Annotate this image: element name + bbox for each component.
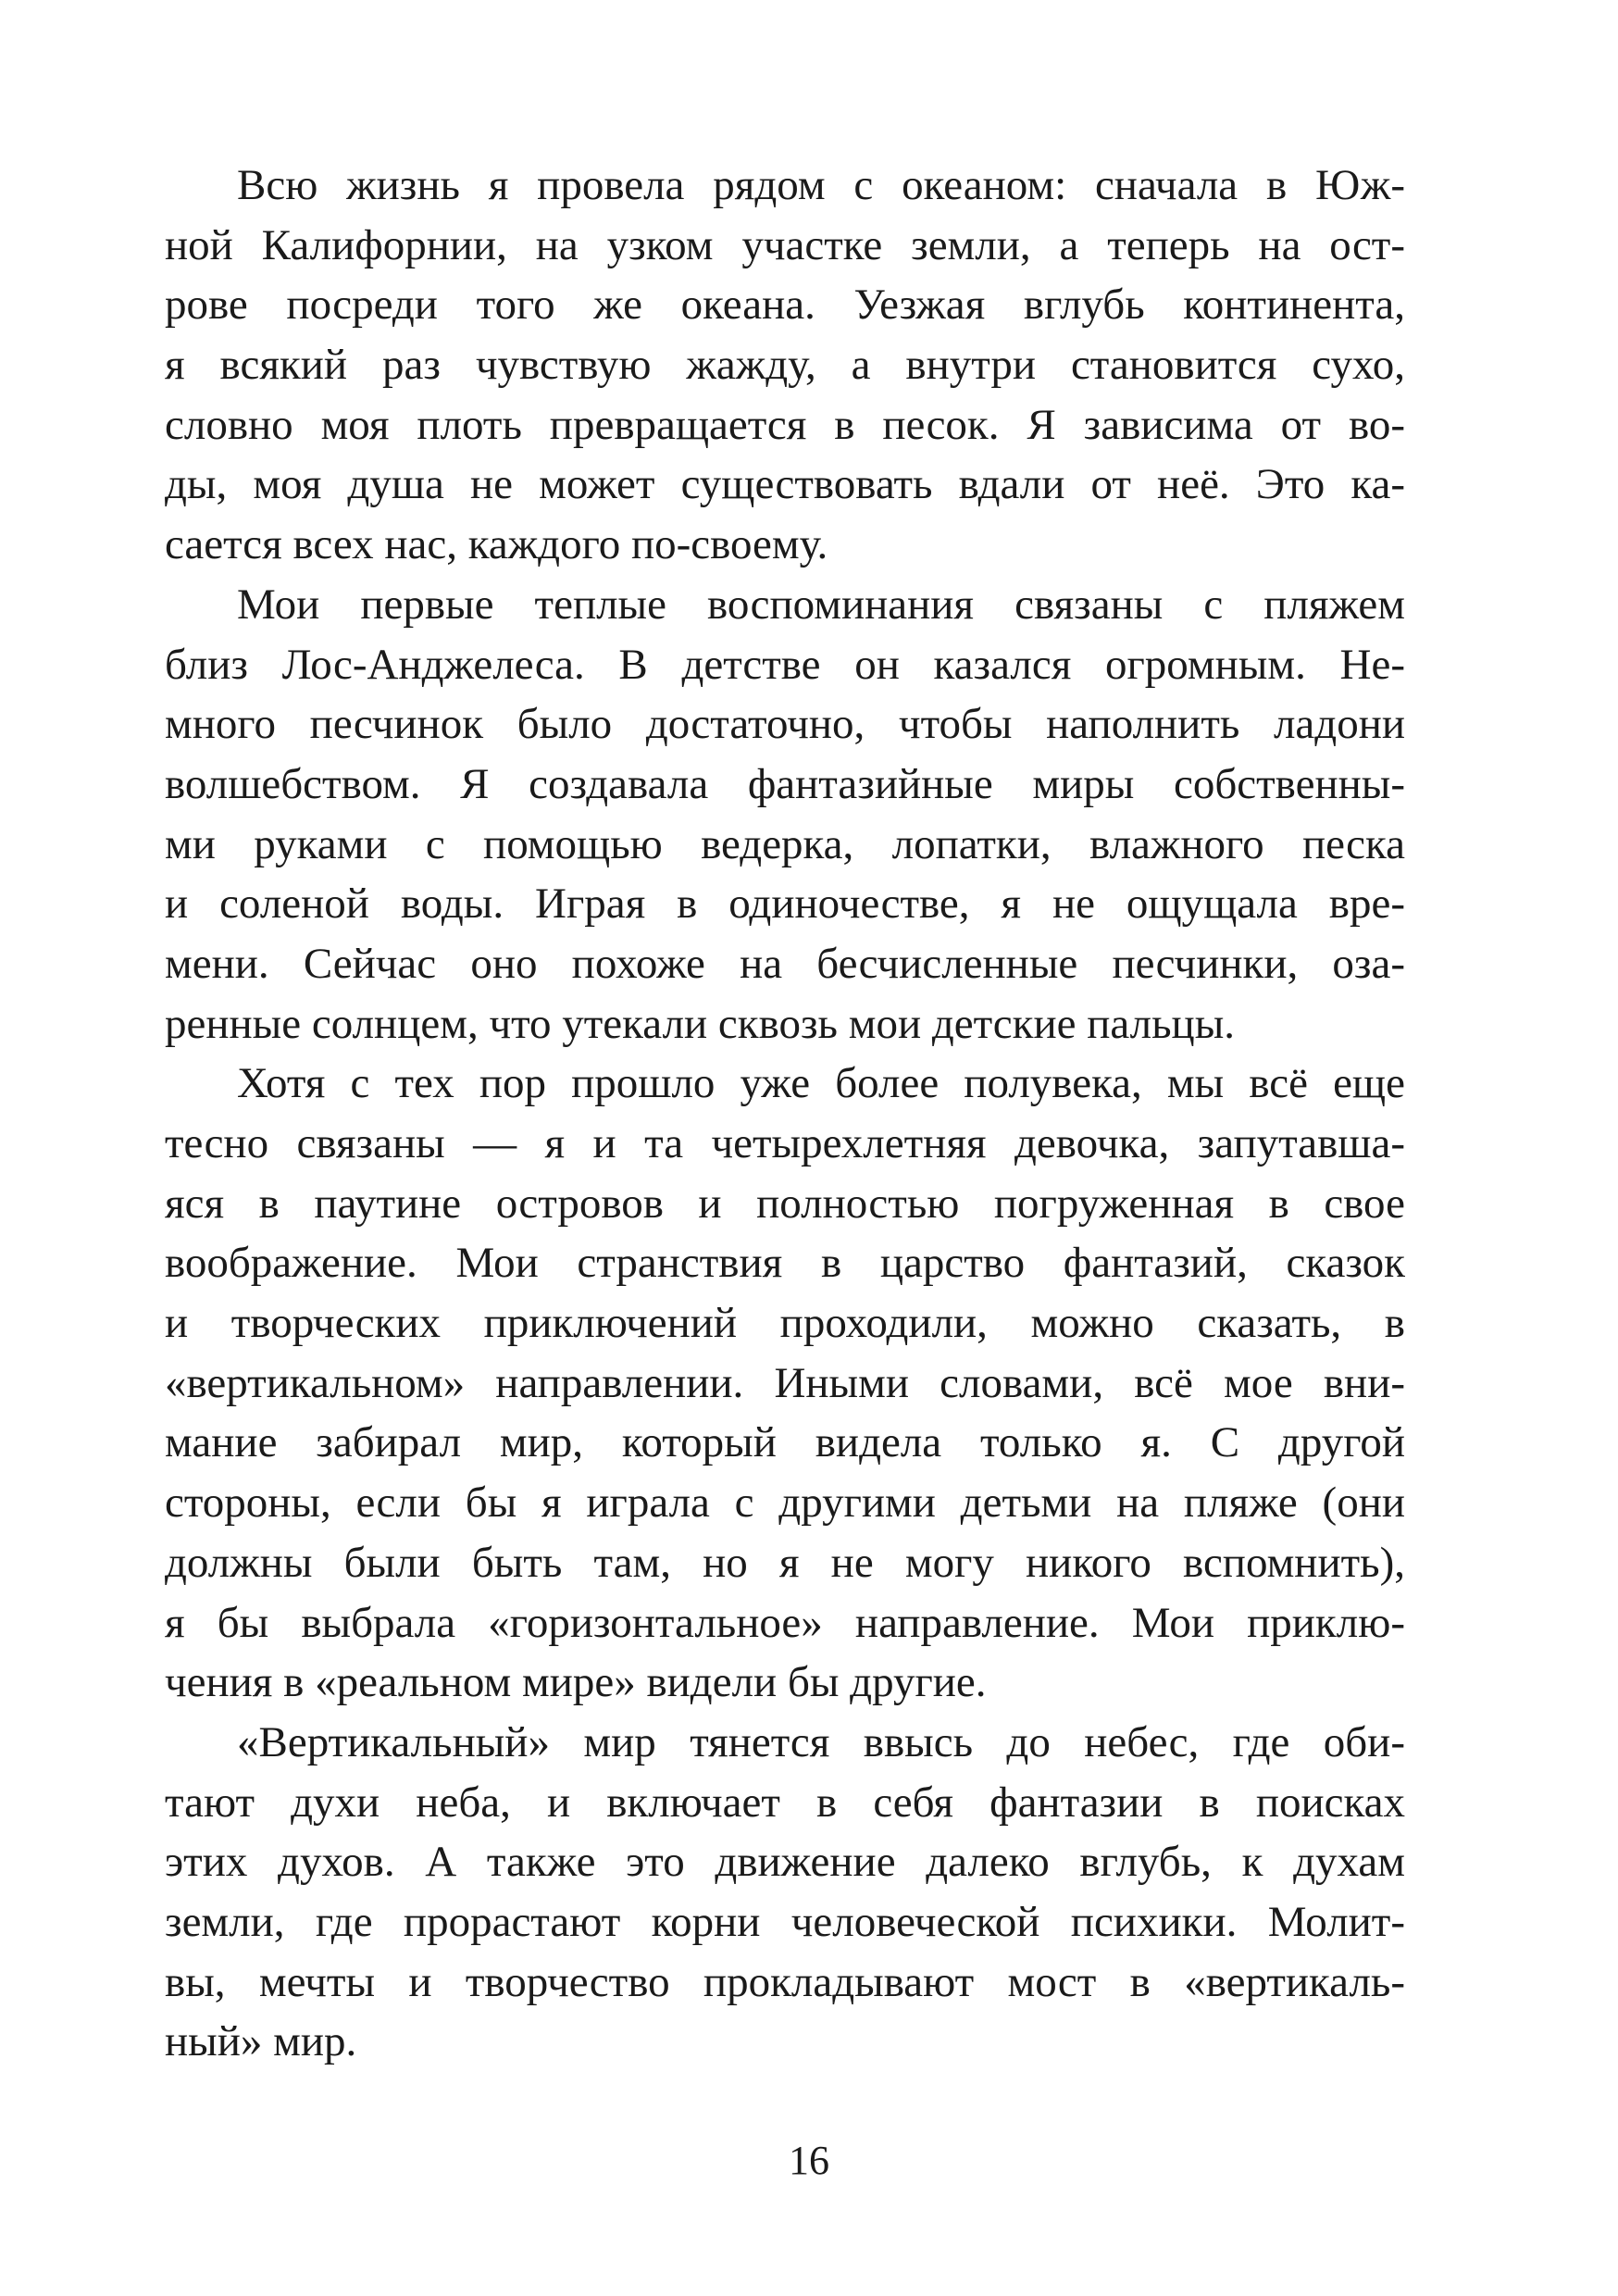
paragraph	[165, 156, 1405, 575]
text-line: вы, мечты и творчество прокладывают мост в «вертикаль-	[165, 1957, 1405, 2006]
text-line: ный» мир.	[165, 2017, 357, 2066]
text-line: должны были быть там, но я не могу никого вспомнить),	[165, 1538, 1405, 1587]
text-line: Мои первые теплые воспоминания связаны с пляжем	[237, 580, 1405, 629]
text-line: я бы выбрала «горизонтальное» направление. Мои приклю-	[165, 1598, 1405, 1647]
text-line: Всю жизнь я провела рядом с океаном: сначала в Юж-	[237, 161, 1405, 209]
text-line: и соленой воды. Играя в одиночестве, я не ощущала вре-	[165, 880, 1405, 929]
text-line: Хотя с тех пор прошло уже более полувека, мы всё еще	[237, 1059, 1405, 1108]
text-line: ной Калифорнии, на узком участке земли, а теперь на ост-	[165, 220, 1405, 269]
text-line: ды, моя душа не может существовать вдали от неё. Это ка-	[165, 460, 1405, 509]
body-text	[165, 156, 1405, 2072]
text-line: я всякий раз чувствую жажду, а внутри становится сухо,	[165, 341, 1405, 390]
page-number: 16	[789, 2138, 829, 2183]
text-line: стороны, если бы я играла с другими детьми на пляже (они	[165, 1479, 1405, 1528]
text-line: этих духов. А также это движение далеко вглубь, к духам	[165, 1838, 1405, 1887]
paragraph	[165, 1054, 1405, 1713]
text-line: «вертикальном» направлении. Иными словами, всё мое вни-	[165, 1358, 1405, 1407]
text-line: сается всех нас, каждого по-своему.	[165, 520, 828, 569]
text-line: тают духи неба, и включает в себя фантазии в поисках	[165, 1778, 1405, 1827]
text-line: яся в паутине островов и полностью погруженная в свое	[165, 1179, 1405, 1228]
text-line: рове посреди того же океана. Уезжая вглубь континента,	[165, 281, 1405, 330]
text-line: мание забирал мир, который видела только я. С другой	[165, 1418, 1405, 1467]
text-line: и творческих приключений проходили, можно сказать, в	[165, 1299, 1405, 1348]
text-line: ми руками с помощью ведерка, лопатки, влажного песка	[165, 819, 1405, 868]
text-line: тесно связаны — я и та четырехлетняя девочка, запутавша-	[165, 1119, 1405, 1167]
text-line: чения в «реальном мире» видели бы другие.	[165, 1658, 987, 1707]
text-line: близ Лос-Анджелеса. В детстве он казался огромным. Не-	[165, 640, 1405, 689]
text-line: много песчинок было достаточно, чтобы наполнить ладони	[165, 700, 1405, 749]
paragraph	[165, 575, 1405, 1054]
text-line: ренные солнцем, что утекали сквозь мои детские пальцы.	[165, 999, 1236, 1048]
text-line: воображение. Мои странствия в царство фантазий, сказок	[165, 1239, 1405, 1288]
text-line: «Вертикальный» мир тянется ввысь до небес, где оби-	[237, 1717, 1405, 1766]
text-line: мени. Сейчас оно похоже на бесчисленные песчинки, оза-	[165, 939, 1405, 988]
paragraph	[165, 1713, 1405, 2072]
text-line: земли, где прорастают корни человеческой психики. Молит-	[165, 1897, 1405, 1946]
text-line: словно моя плоть превращается в песок. Я зависима от во-	[165, 400, 1405, 449]
text-line: волшебством. Я создавала фантазийные миры собственны-	[165, 759, 1405, 808]
